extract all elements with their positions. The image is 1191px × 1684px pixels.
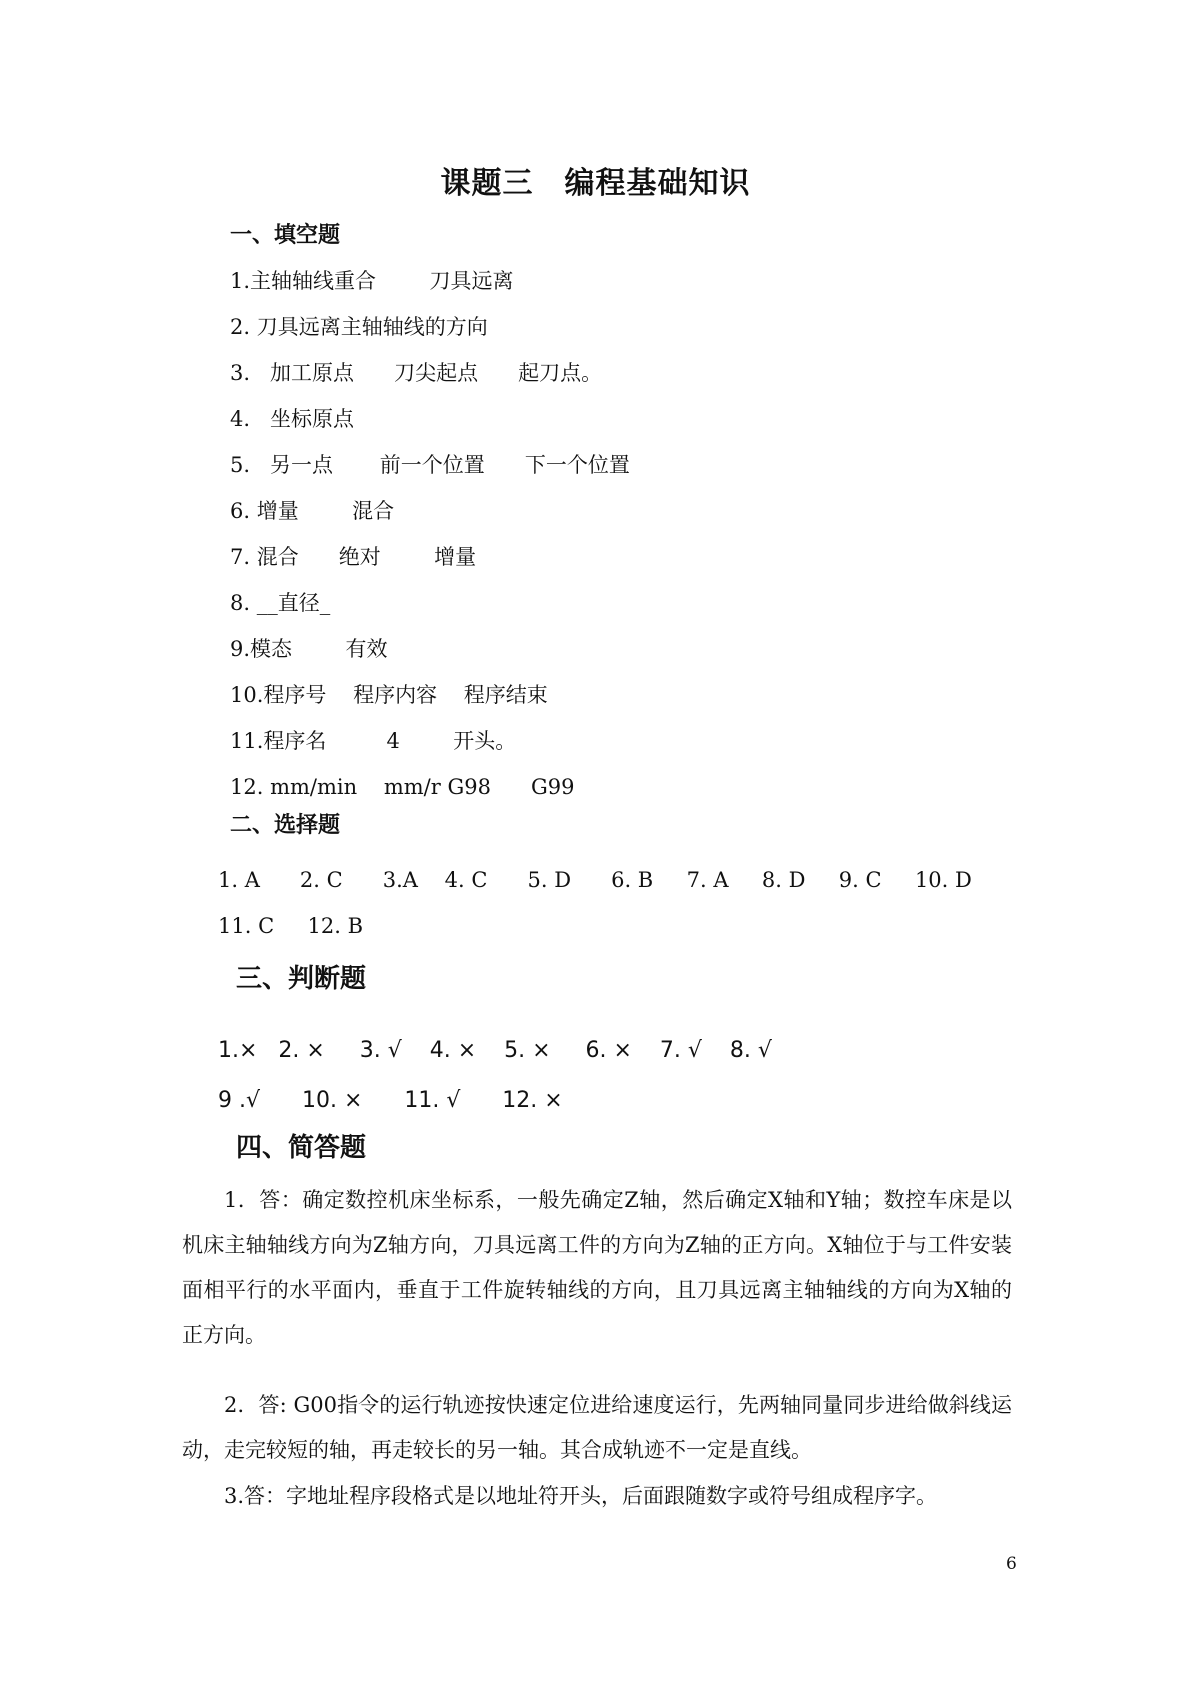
page-number: 6 xyxy=(1006,1554,1017,1574)
section-heading-multiple-choice: 二、选择题 xyxy=(230,813,341,838)
section-heading-fill-blank: 一、填空题 xyxy=(230,223,341,248)
list-item: 5. 另一点 前一个位置 下一个位置 xyxy=(230,453,630,477)
page-title: 课题三 编程基础知识 xyxy=(440,166,751,201)
answer-paragraph: 1．答：确定数控机床坐标系，一般先确定Z轴，然后确定X轴和Y轴；数控车床是以机床主轴轴线方向为Z轴方向，刀具远离工件的方向为Z轴的正方向。X轴位于与工件安装面相平行的水平面内，垂直于工件旋转轴线的方向，且刀具远离主轴轴线的方向为X轴的正方向。 xyxy=(182,1188,1012,1347)
list-item: 2. 刀具远离主轴轴线的方向 xyxy=(230,315,488,339)
section-heading-short-answer: 四、简答题 xyxy=(236,1133,367,1163)
short-answer-3 xyxy=(182,1474,1012,1519)
answer-paragraph: 2．答: G00指令的运行轨迹按快速定位进给速度运行，先两轴同量同步进给做斜线运动，走完较短的轴，再走较长的另一轴。其合成轨迹不一定是直线。 xyxy=(182,1393,1012,1462)
list-item: 12. mm/min mm/r G98 G99 xyxy=(230,775,575,799)
list-item: 9.模态 有效 xyxy=(230,637,388,661)
list-item: 8. __直径_ xyxy=(230,591,331,615)
list-item: 4. 坐标原点 xyxy=(230,407,355,431)
short-answer-1 xyxy=(182,1178,1012,1358)
fill-blank-list xyxy=(230,265,630,817)
list-item: 7. 混合 绝对 增量 xyxy=(230,545,477,569)
choice-answers-row: 1. A 2. C 3.A 4. C 5. D 6. B 7. A 8. D 9. C 10. D xyxy=(218,868,972,892)
section-heading-true-false: 三、判断题 xyxy=(236,964,367,994)
judgement-answers-row: 1.× 2. × 3. √ 4. × 5. × 6. × 7. √ 8. √ xyxy=(218,1038,772,1063)
list-item: 3. 加工原点 刀尖起点 起刀点。 xyxy=(230,361,603,385)
judgement-answers-row: 9 .√ 10. × 11. √ 12. × xyxy=(218,1088,563,1113)
short-answer-2 xyxy=(182,1383,1012,1473)
list-item: 1.主轴轴线重合 刀具远离 xyxy=(230,269,514,293)
answer-paragraph: 3.答：字地址程序段格式是以地址符开头，后面跟随数字或符号组成程序字。 xyxy=(224,1484,938,1508)
list-item: 10.程序号 程序内容 程序结束 xyxy=(230,683,548,707)
choice-answers-row: 11. C 12. B xyxy=(218,914,364,938)
list-item: 6. 增量 混合 xyxy=(230,499,395,523)
list-item: 11.程序名 4 开头。 xyxy=(230,729,517,753)
